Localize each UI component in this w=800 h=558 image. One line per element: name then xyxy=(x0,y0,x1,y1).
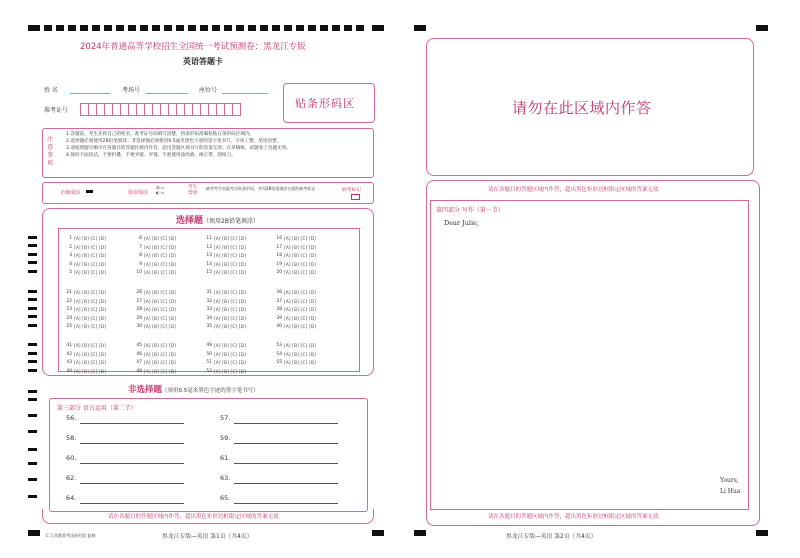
answer-options[interactable]: [A] [B] [C] [D] xyxy=(284,343,316,348)
timing-mark xyxy=(28,448,37,451)
blank-line[interactable] xyxy=(80,483,184,484)
question-number: 10 xyxy=(136,270,142,275)
answer-options[interactable]: [A] [B] [C] [D] xyxy=(214,253,246,258)
question-number: 52 xyxy=(206,368,212,374)
answer-options[interactable]: [A] [B] [C] [D] xyxy=(284,307,316,312)
timing-mark xyxy=(372,530,384,536)
timing-mark xyxy=(28,360,37,363)
header-title: 2024年普通高等学校招生全国统一考试预测卷：黑龙江专版 xyxy=(80,42,306,52)
footer-left: C 江西教育考试研究院 监制 xyxy=(46,533,96,538)
name-field[interactable] xyxy=(70,93,110,94)
fill-wrong-label: 错误填涂 xyxy=(128,190,149,196)
answer-options[interactable]: [A] [B] [C] [D] xyxy=(214,324,246,329)
blank-number: 63. xyxy=(220,474,231,482)
blank-number: 64. xyxy=(66,494,77,502)
timing-mark xyxy=(28,530,40,536)
question-number: 5 xyxy=(69,270,72,275)
answer-options[interactable]: [A] [B] [C] [D] xyxy=(74,324,106,329)
question-number: 50 xyxy=(206,351,212,357)
barcode-label: 贴条形码区 xyxy=(295,97,355,110)
answer-options[interactable]: [A] [B] [C] [D] xyxy=(214,290,246,295)
question-number: 37 xyxy=(276,298,282,304)
answer-sheet-page-2 xyxy=(400,0,800,558)
question-number: 12 xyxy=(206,244,212,250)
nonchoice-title: 非选择题（须用0.5毫米黑色字迹的签字笔书写） xyxy=(128,385,259,395)
question-number: 29 xyxy=(136,315,142,321)
answer-options[interactable]: [A] [B] [C] [D] xyxy=(214,236,246,241)
timing-mark xyxy=(28,369,37,372)
answer-options[interactable]: [A] [B] [C] [D] xyxy=(284,298,316,304)
answer-options[interactable]: [A] [B] [C] [D] xyxy=(144,244,176,250)
timing-mark xyxy=(28,414,37,417)
answer-options[interactable]: [A] [B] [C] [D] xyxy=(284,236,316,241)
answer-options[interactable]: [A] [B] [C] [D] xyxy=(284,290,316,295)
question-number: 38 xyxy=(276,307,282,312)
timing-mark xyxy=(756,530,768,536)
question-number: 9 xyxy=(139,261,142,267)
exam-room-field[interactable] xyxy=(146,93,188,94)
answer-options[interactable]: [A] [B] [C] [D] xyxy=(144,298,176,304)
question-number: 26 xyxy=(136,290,142,295)
timing-mark xyxy=(28,25,40,31)
choice-title: 选择题（须用2B铅笔填涂） xyxy=(176,216,259,226)
answer-options[interactable]: [A] [B] [C] [D] xyxy=(74,253,106,258)
answer-options[interactable]: [A] [B] [C] [D] xyxy=(214,360,246,365)
timing-mark xyxy=(28,261,37,264)
question-number: 41 xyxy=(66,343,72,348)
question-number: 17 xyxy=(276,244,282,250)
question-number: 13 xyxy=(206,253,212,258)
absent-label: 考生禁填 xyxy=(188,185,198,196)
seat-label: 座位号 xyxy=(199,87,218,94)
blank-line[interactable] xyxy=(80,503,184,504)
answer-options[interactable]: [A] [B] [C] [D] xyxy=(144,343,176,348)
question-number: 22 xyxy=(66,298,72,304)
answer-options[interactable]: [A] [B] [C] [D] xyxy=(144,307,176,312)
question-number: 35 xyxy=(206,324,212,329)
question-number: 24 xyxy=(66,315,72,321)
question-number: 21 xyxy=(66,290,72,295)
section4-title: 第四部分 写作（第一节） xyxy=(436,207,504,214)
answer-options[interactable]: [A] [B] [C] [D] xyxy=(74,343,106,348)
timing-mark xyxy=(28,307,37,310)
blank-line[interactable] xyxy=(234,503,338,504)
answer-options[interactable]: [A] [B] [C] [D] xyxy=(214,307,246,312)
question-number: 51 xyxy=(206,360,212,365)
question-number: 1 xyxy=(69,236,72,241)
answer-options[interactable]: [A] [B] [C] [D] xyxy=(144,360,176,365)
timing-mark xyxy=(28,298,37,301)
answer-options[interactable]: [A] [B] [C] [D] xyxy=(214,270,246,275)
answer-options[interactable]: [A] [B] [C] [D] xyxy=(284,270,316,275)
answer-options[interactable]: [A] [B] [C] [D] xyxy=(144,290,176,295)
answer-options[interactable]: [A] [B] [C] [D] xyxy=(214,244,246,250)
answer-options[interactable]: [A] [B] [C] [D] xyxy=(214,368,246,374)
timing-mark xyxy=(28,315,37,318)
signature: Li Hua xyxy=(720,488,741,495)
question-number: 18 xyxy=(276,253,282,258)
question-number: 47 xyxy=(136,360,142,365)
answer-options[interactable]: [A] [B] [C] [D] xyxy=(284,253,316,258)
absent-mark-label: 缺考标记 xyxy=(342,188,362,193)
answer-options[interactable]: [A] [B] [C] [D] xyxy=(284,315,316,321)
timing-mark xyxy=(28,398,37,401)
answer-options[interactable]: [A] [B] [C] [D] xyxy=(144,315,176,321)
timing-mark xyxy=(28,462,37,465)
question-number: 7 xyxy=(139,244,142,250)
ticket-cells[interactable] xyxy=(80,101,240,115)
question-number: 20 xyxy=(276,270,282,275)
answer-options[interactable]: [A] [B] [C] [D] xyxy=(74,360,106,365)
seat-field[interactable] xyxy=(222,93,268,94)
answer-options[interactable]: [A] [B] [C] [D] xyxy=(214,351,246,357)
timing-mark xyxy=(28,324,37,327)
notice-lines: 1.答题前，考生先将自己的姓名、准考证号码填写清楚，将条形码准确粘贴在条形码区域内。 2.选择题必须使用2B铅笔填涂；非选择题必须使用0.5毫米黑色字迹的签字笔书写，字体工整、笔迹清楚。 3.请按照题号顺序在各题目的答题区域内作答，超出答题区域书写的答案无效；在草稿纸、试题卷上答题无效。 4.保持卡面清洁，不要折叠，不要弄破、弄皱，不准使用涂改液、修正带、刮纸刀。 xyxy=(66,132,291,158)
timing-mark xyxy=(28,270,37,273)
answer-options[interactable]: [A] [B] [C] [D] xyxy=(214,315,246,321)
timing-mark xyxy=(28,343,37,346)
question-number: 39 xyxy=(276,315,282,321)
question-number: 14 xyxy=(206,261,212,267)
answer-options[interactable]: [A] [B] [C] [D] xyxy=(74,307,106,312)
timing-mark xyxy=(28,495,37,498)
exam-room-label: 考场号 xyxy=(122,87,141,94)
timing-mark xyxy=(28,236,37,239)
question-number: 8 xyxy=(139,253,142,258)
question-number: 46 xyxy=(136,351,142,357)
question-number: 44 xyxy=(66,368,72,374)
top-warning: 请在各题目的答题区域内作答，超出黑色矩形边框限定区域的答案无效 xyxy=(488,187,659,193)
answer-options[interactable]: [A] [B] [C] [D] xyxy=(144,351,176,357)
absent-text: 缺考考生由监考员贴条形码，并用2B铅笔填涂右面的缺考标记 xyxy=(206,186,316,191)
no-answer-label: 请勿在此区域内作答 xyxy=(512,99,652,117)
blank-number: 56. xyxy=(66,414,77,422)
fill-wrong-marks: ☒ ▭ ◐ ▭ xyxy=(156,185,165,195)
answer-options[interactable]: [A] [B] [C] [D] xyxy=(144,253,176,258)
answer-options[interactable]: [A] [B] [C] [D] xyxy=(74,298,106,304)
blank-line[interactable] xyxy=(80,423,184,424)
answer-options[interactable]: [A] [B] [C] [D] xyxy=(144,270,176,275)
answer-options[interactable]: [A] [B] [C] [D] xyxy=(144,236,176,241)
answer-options[interactable]: [A] [B] [C] [D] xyxy=(284,261,316,267)
blank-line[interactable] xyxy=(80,443,184,444)
timing-mark xyxy=(28,244,37,247)
question-number: 19 xyxy=(276,261,282,267)
question-number: 32 xyxy=(206,298,212,304)
question-number: 30 xyxy=(136,324,142,329)
question-number: 11 xyxy=(206,236,212,241)
bottom-warning-right: 请在各题目的答题区域内作答，超出黑色矩形边框限定区域的答案无效 xyxy=(488,514,659,520)
question-number: 43 xyxy=(66,360,72,365)
question-number: 27 xyxy=(136,298,142,304)
answer-options[interactable]: [A] [B] [C] [D] xyxy=(144,368,176,374)
timing-mark xyxy=(414,25,426,31)
question-number: 48 xyxy=(136,368,142,374)
blank-number: 65. xyxy=(220,494,231,502)
question-number: 55 xyxy=(276,360,282,365)
answer-options[interactable]: [A] [B] [C] [D] xyxy=(144,324,176,329)
answer-options[interactable]: [A] [B] [C] [D] xyxy=(284,324,316,329)
timing-track xyxy=(44,25,364,31)
answer-options[interactable]: [A] [B] [C] [D] xyxy=(74,315,106,321)
fill-correct-label: 正确填涂 xyxy=(60,190,81,196)
notice-label: 注意事项 xyxy=(47,136,54,167)
answer-options[interactable]: [A] [B] [C] [D] xyxy=(214,343,246,348)
answer-options[interactable]: [A] [B] [C] [D] xyxy=(284,351,316,357)
question-number: 31 xyxy=(206,290,212,295)
page-footer-right: 黑龙江专版—英语 第2页（共4页） xyxy=(506,534,597,540)
bottom-band xyxy=(42,509,374,524)
absent-mark-box[interactable] xyxy=(351,194,360,200)
answer-options[interactable]: [A] [B] [C] [D] xyxy=(74,290,106,295)
fill-correct-mark xyxy=(86,190,93,193)
name-label: 姓 名 xyxy=(44,87,58,94)
blank-number: 58. xyxy=(66,434,77,442)
answer-options[interactable]: [A] [B] [C] [D] xyxy=(284,244,316,250)
blank-line[interactable] xyxy=(234,463,338,464)
question-number: 33 xyxy=(206,307,212,312)
blank-number: 57. xyxy=(220,414,231,422)
blank-number: 62. xyxy=(66,474,77,482)
blank-line[interactable] xyxy=(234,443,338,444)
section3-title: 第三部分 语言运用（第二节） xyxy=(57,405,137,412)
answer-options[interactable]: [A] [B] [C] [D] xyxy=(74,244,106,250)
question-number: 4 xyxy=(69,261,72,267)
question-number: 40 xyxy=(276,324,282,329)
answer-options[interactable]: [A] [B] [C] [D] xyxy=(74,236,106,241)
question-number: 28 xyxy=(136,307,142,312)
timing-mark xyxy=(372,25,384,31)
timing-mark xyxy=(28,390,37,393)
answer-options[interactable]: [A] [B] [C] [D] xyxy=(74,351,106,357)
answer-options[interactable]: [A] [B] [C] [D] xyxy=(144,261,176,267)
question-number: 53 xyxy=(276,343,282,348)
question-number: 16 xyxy=(276,236,282,241)
answer-options[interactable]: [A] [B] [C] [D] xyxy=(74,261,106,267)
blank-number: 60. xyxy=(66,454,77,462)
answer-options[interactable]: [A] [B] [C] [D] xyxy=(74,270,106,275)
timing-mark xyxy=(28,290,37,293)
question-number: 25 xyxy=(66,324,72,329)
question-number: 2 xyxy=(69,244,72,250)
greeting: Dear Julie, xyxy=(444,219,479,227)
blank-line[interactable] xyxy=(80,463,184,464)
sheet-title: 英语答题卡 xyxy=(183,57,223,66)
question-number: 36 xyxy=(276,290,282,295)
question-number: 42 xyxy=(66,351,72,357)
question-number: 23 xyxy=(66,307,72,312)
blank-number: 61. xyxy=(220,454,231,462)
nonchoice-section xyxy=(49,398,368,512)
question-number: 49 xyxy=(206,343,212,348)
closing: Yours, xyxy=(720,477,739,484)
answer-options[interactable]: [A] [B] [C] [D] xyxy=(284,360,316,365)
blank-number: 59. xyxy=(220,434,231,442)
question-number: 15 xyxy=(206,270,212,275)
timing-mark xyxy=(28,352,37,355)
bottom-warning: 请在各题目的答题区域内作答，超出黑色矩形边框限定区域的答案无效 xyxy=(108,514,279,520)
answer-options[interactable]: [A] [B] [C] [D] xyxy=(74,368,106,374)
blank-line[interactable] xyxy=(234,423,338,424)
timing-mark xyxy=(28,253,37,256)
timing-mark xyxy=(414,530,426,536)
question-number: 45 xyxy=(136,343,142,348)
question-number: 54 xyxy=(276,351,282,357)
blank-line[interactable] xyxy=(234,483,338,484)
answer-options[interactable]: [A] [B] [C] [D] xyxy=(214,298,246,304)
question-number: 34 xyxy=(206,315,212,321)
ticket-label: 准考证号 xyxy=(44,107,69,114)
question-number: 6 xyxy=(139,236,142,241)
question-number: 3 xyxy=(69,253,72,258)
page-footer: 黑龙江专版—英语 第1页（共4页） xyxy=(162,534,253,540)
timing-mark xyxy=(28,430,37,433)
timing-mark xyxy=(756,25,768,31)
timing-mark xyxy=(28,478,37,481)
answer-options[interactable]: [A] [B] [C] [D] xyxy=(214,261,246,267)
writing-frame xyxy=(430,200,749,510)
